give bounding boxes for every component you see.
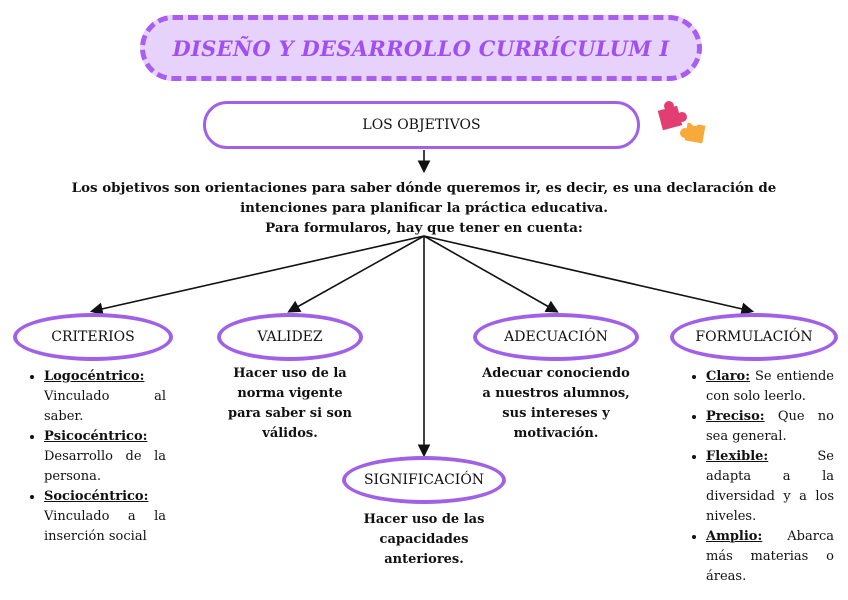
list-item xyxy=(44,367,166,427)
intro-text xyxy=(70,178,778,238)
arrow-to-criterios xyxy=(93,236,424,311)
formulation-text: Se adapta a la diversidad y a los niveles. xyxy=(706,449,834,524)
formulation-term: Preciso: xyxy=(706,409,765,424)
formulation-text: Que no sea general. xyxy=(706,409,834,444)
criterion-term: Sociocéntrico: xyxy=(44,489,149,504)
arrow-to-adecuacion xyxy=(424,236,556,311)
intro-line-3: Para formularos, hay que tener en cuenta: xyxy=(265,220,583,236)
validez-description: Hacer uso de la norma vigente para saber si son válidos. xyxy=(227,366,352,441)
list-item xyxy=(44,427,166,487)
intro-line-1: Los objetivos son orientaciones para saber dónde queremos ir, es decir, es una declaración de xyxy=(71,180,777,196)
formulation-term: Amplio: xyxy=(706,529,763,544)
significacion-description: Hacer uso de las capacidades anteriores. xyxy=(363,512,485,567)
node-criterios: CRITERIOS xyxy=(13,313,173,361)
criterion-text: Vinculado a la inserción social xyxy=(44,509,166,544)
intro-line-2: intenciones para planificar la práctica educativa. xyxy=(240,200,608,216)
formulation-text: Abarca más materias o áreas. xyxy=(706,529,834,584)
node-validez: VALIDEZ xyxy=(217,313,363,361)
list-item xyxy=(706,407,834,447)
node-formulacion: FORMULACIÓN xyxy=(670,313,838,361)
list-item xyxy=(706,367,834,407)
arrow-to-formulacion xyxy=(424,236,751,311)
list-item xyxy=(706,447,834,527)
criterios-details xyxy=(26,367,166,547)
main-node-objetivos: LOS OBJETIVOS xyxy=(203,101,640,149)
adecuacion-description: Adecuar conociendo a nuestros alumnos, sus intereses y motivación. xyxy=(482,366,630,441)
list-item xyxy=(706,527,834,587)
criterion-text: Desarrollo de la persona. xyxy=(44,449,166,484)
page-title: DISEÑO Y DESARROLLO CURRÍCULUM I xyxy=(172,35,670,61)
list-item xyxy=(44,487,166,547)
formulacion-details xyxy=(688,367,834,587)
formulation-term: Claro: xyxy=(706,369,751,384)
criterion-text: Vinculado al saber. xyxy=(44,389,166,424)
criterion-term: Psicocéntrico: xyxy=(44,429,148,444)
formulation-text: Se entiende con solo leerlo. xyxy=(706,369,834,404)
node-significacion: SIGNIFICACIÓN xyxy=(342,456,506,504)
formulation-term: Flexible: xyxy=(706,449,769,464)
criterion-term: Logocéntrico: xyxy=(44,369,145,384)
arrow-to-validez xyxy=(290,236,424,311)
node-adecuacion: ADECUACIÓN xyxy=(473,313,639,361)
